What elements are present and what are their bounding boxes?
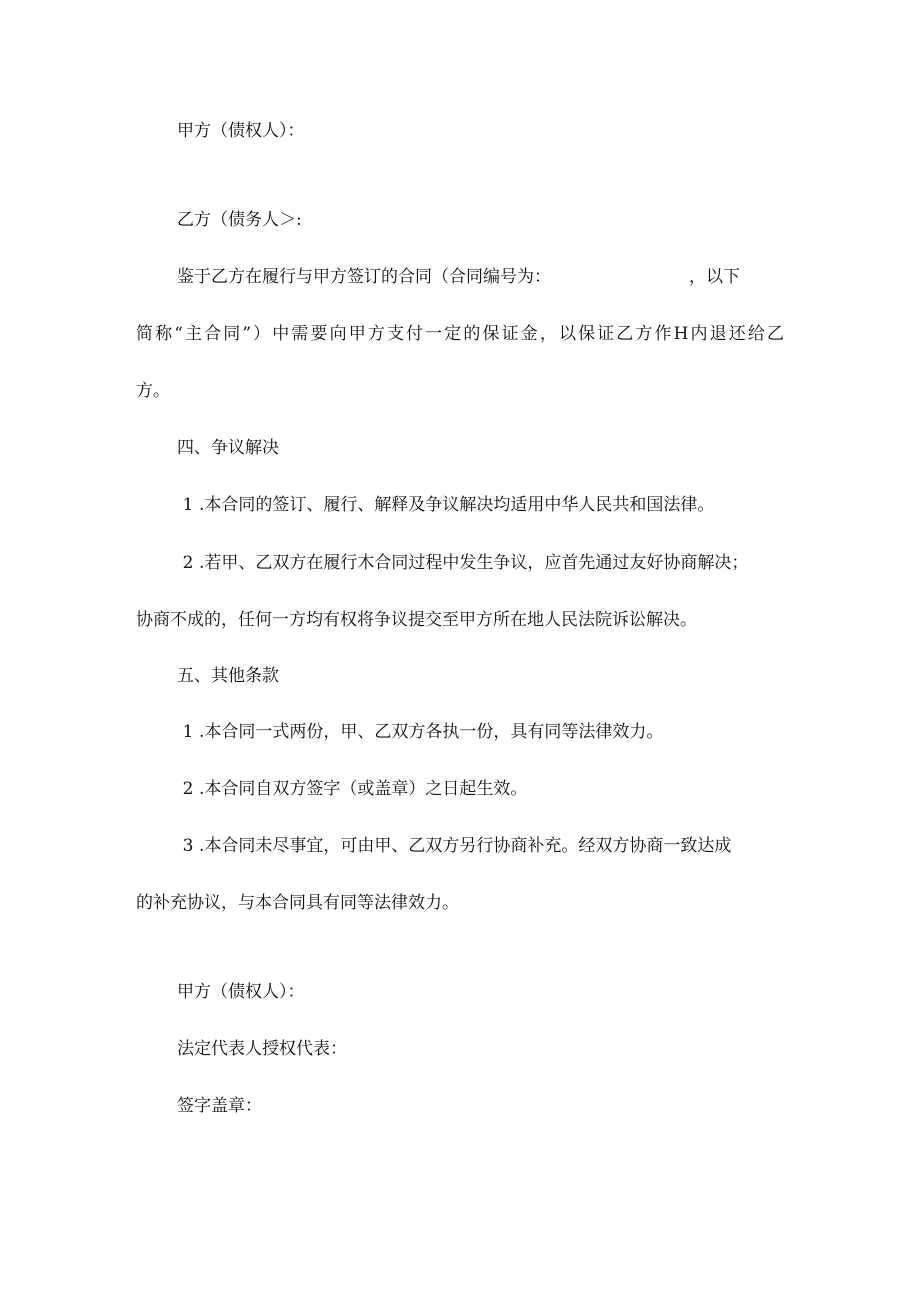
party-a-label: 甲方（债权人）： — [177, 121, 305, 141]
item-text: .本合同一式两份，甲、乙双方各执一份，具有同等法律效力。 — [199, 722, 664, 742]
item-text: .若甲、乙双方在履行木合同过程中发生争议，应首先通过友好协商解决； — [199, 553, 749, 573]
item-text: .本合同自双方签字（或盖章）之日起生效。 — [199, 779, 528, 799]
signature-party-a-label: 甲方（债权人）： — [177, 982, 305, 1002]
section-5-item-3 — [177, 834, 731, 858]
item-number: 2 — [182, 553, 194, 573]
section-4-item-1 — [177, 493, 714, 517]
section-5-item-2 — [177, 777, 527, 801]
item-number: 1 — [182, 495, 194, 515]
item-number: 3 — [182, 836, 194, 856]
authorized-representative-label: 法定代表人授权代表： — [177, 1039, 347, 1059]
intro-line-3: 方。 — [136, 381, 170, 401]
section-4-heading: 四、争议解决 — [177, 438, 279, 458]
section-4-item-2-continued: 协商不成的，任何一方均有权将争议提交至甲方所在地人民法院诉讼解决。 — [136, 610, 697, 630]
section-5-heading: 五、其他条款 — [177, 666, 279, 686]
intro-line-1 — [177, 265, 769, 289]
item-number: 1 — [182, 722, 194, 742]
intro-text-after-blank: ，以下 — [689, 267, 740, 287]
section-5-item-1 — [177, 720, 663, 744]
item-number: 2 — [182, 779, 194, 799]
signature-seal-label: 签字盖章： — [177, 1096, 262, 1116]
intro-text-before-blank: 鉴于乙方在履行与甲方签订的合同（合同编号为： — [177, 267, 551, 287]
item-text: .本合同的签订、履行、解释及争议解决均适用中华人民共和国法律。 — [199, 495, 715, 515]
section-5-item-3-continued: 的补充协议，与本合同具有同等法律效力。 — [136, 893, 459, 913]
section-4-item-2 — [177, 551, 748, 575]
item-text: .本合同未尽事宜，可由甲、乙双方另行协商补充。经双方协商一致达成 — [199, 836, 732, 856]
intro-line-2: 简称“主合同”）中需要向甲方支付一定的保证金，以保证乙方作H内退还给乙 — [136, 324, 784, 344]
party-b-label: 乙方（债务人＞: — [177, 210, 302, 230]
